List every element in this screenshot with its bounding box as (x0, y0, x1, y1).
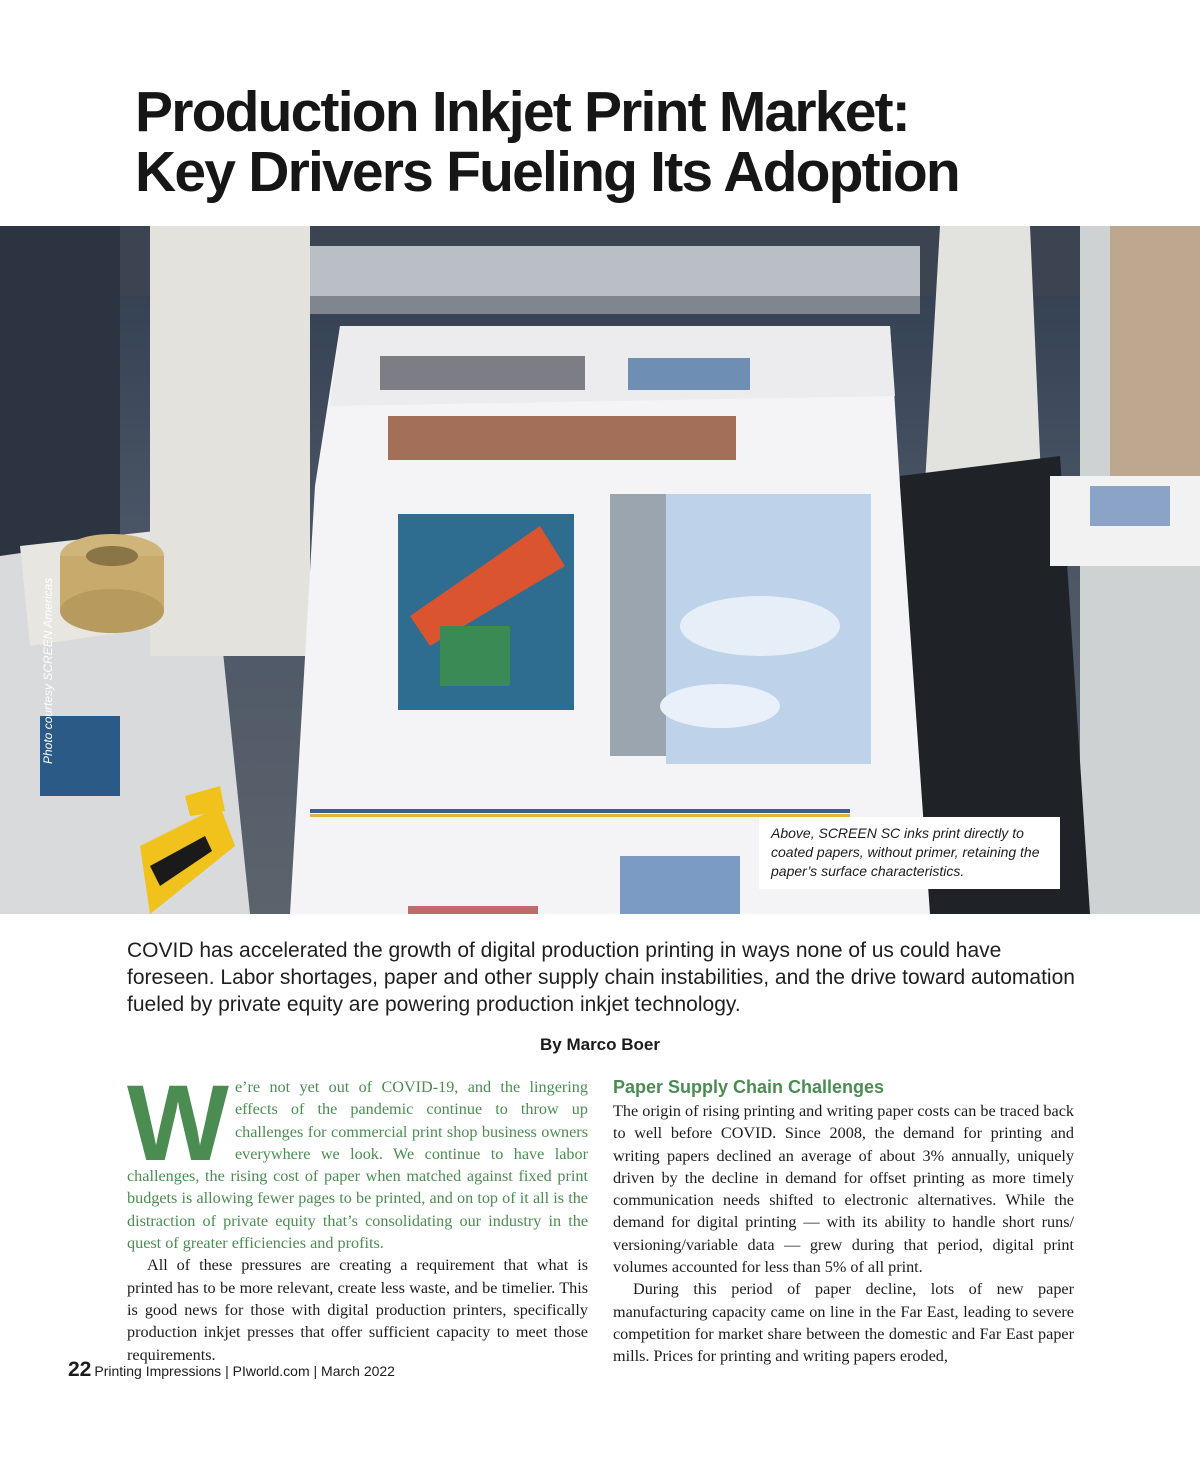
body-paragraph: The origin of rising printing and writing paper costs can be traced back to well before COVID. Since 2008, the demand for printing and writing papers declined an average of about 3% annually, uniquely driven by the decline in demand for offset printing as more timely communication needs shifted to electronic alternatives. While the demand for digital printing — with its ability to handle short runs/ versioning/variable data — grew during that period, digital print volumes accounted for less than 5% of all print. (613, 1102, 1074, 1277)
article-deck: COVID has accelerated the growth of digital production printing in ways none of us could have foreseen. Labor shortages, paper and other supply chain instabilities, and the drive toward automation fueled by private equity are powering production inkjet technology. (127, 939, 1075, 1016)
photo-caption: Above, SCREEN SC inks print directly to coated papers, without primer, retaining the paper’s surface characteristics. (759, 817, 1060, 889)
page-number: 22 (68, 1358, 92, 1381)
intro-paragraph: e’re not yet out of COVID-19, and the lingering effects of the pandemic continue to throw up challenges for commercial print shop business owners everywhere we look. We continue to have labor challenges, the rising cost of paper when matched against fixed print budgets is allowing fewer pages to be printed, and on top of it all is the distraction of private equity that’s consolidating our industry in the quest of greater efficiencies and profits. (127, 1078, 588, 1253)
drop-cap: W (127, 1062, 225, 1183)
page-footer (68, 1358, 668, 1382)
section-subhead: Paper Supply Chain Challenges (613, 1077, 885, 1097)
right-column (613, 1076, 1074, 1368)
photo-credit: Photo courtesy SCREEN Americas (41, 577, 55, 764)
body-paragraph: During this period of paper decline, lots of new paper manufacturing capacity came on line in the Far East, leading to severe competition for market share between the domestic and Far East paper mills. Prices for printing and writing papers eroded, (613, 1280, 1074, 1366)
title-line-2: Key Drivers Fueling Its Adoption (135, 140, 959, 204)
left-column (127, 1062, 588, 1366)
body-paragraph: All of these pressures are creating a requirement that what is printed has to be more relevant, create less waste, and be timelier. This is good news for those with digital production printers, specifically production inkjet presses that offer sufficient capacity to meet those requirements. (127, 1256, 588, 1364)
footer-publication: Printing Impressions | PIworld.com | March 2022 (94, 1363, 395, 1379)
printing-press-illustration (0, 226, 1200, 914)
article-title (135, 82, 1135, 202)
title-line-1: Production Inkjet Print Market: (135, 80, 909, 144)
byline: By Marco Boer (540, 1035, 660, 1054)
press-photo (0, 226, 1200, 914)
